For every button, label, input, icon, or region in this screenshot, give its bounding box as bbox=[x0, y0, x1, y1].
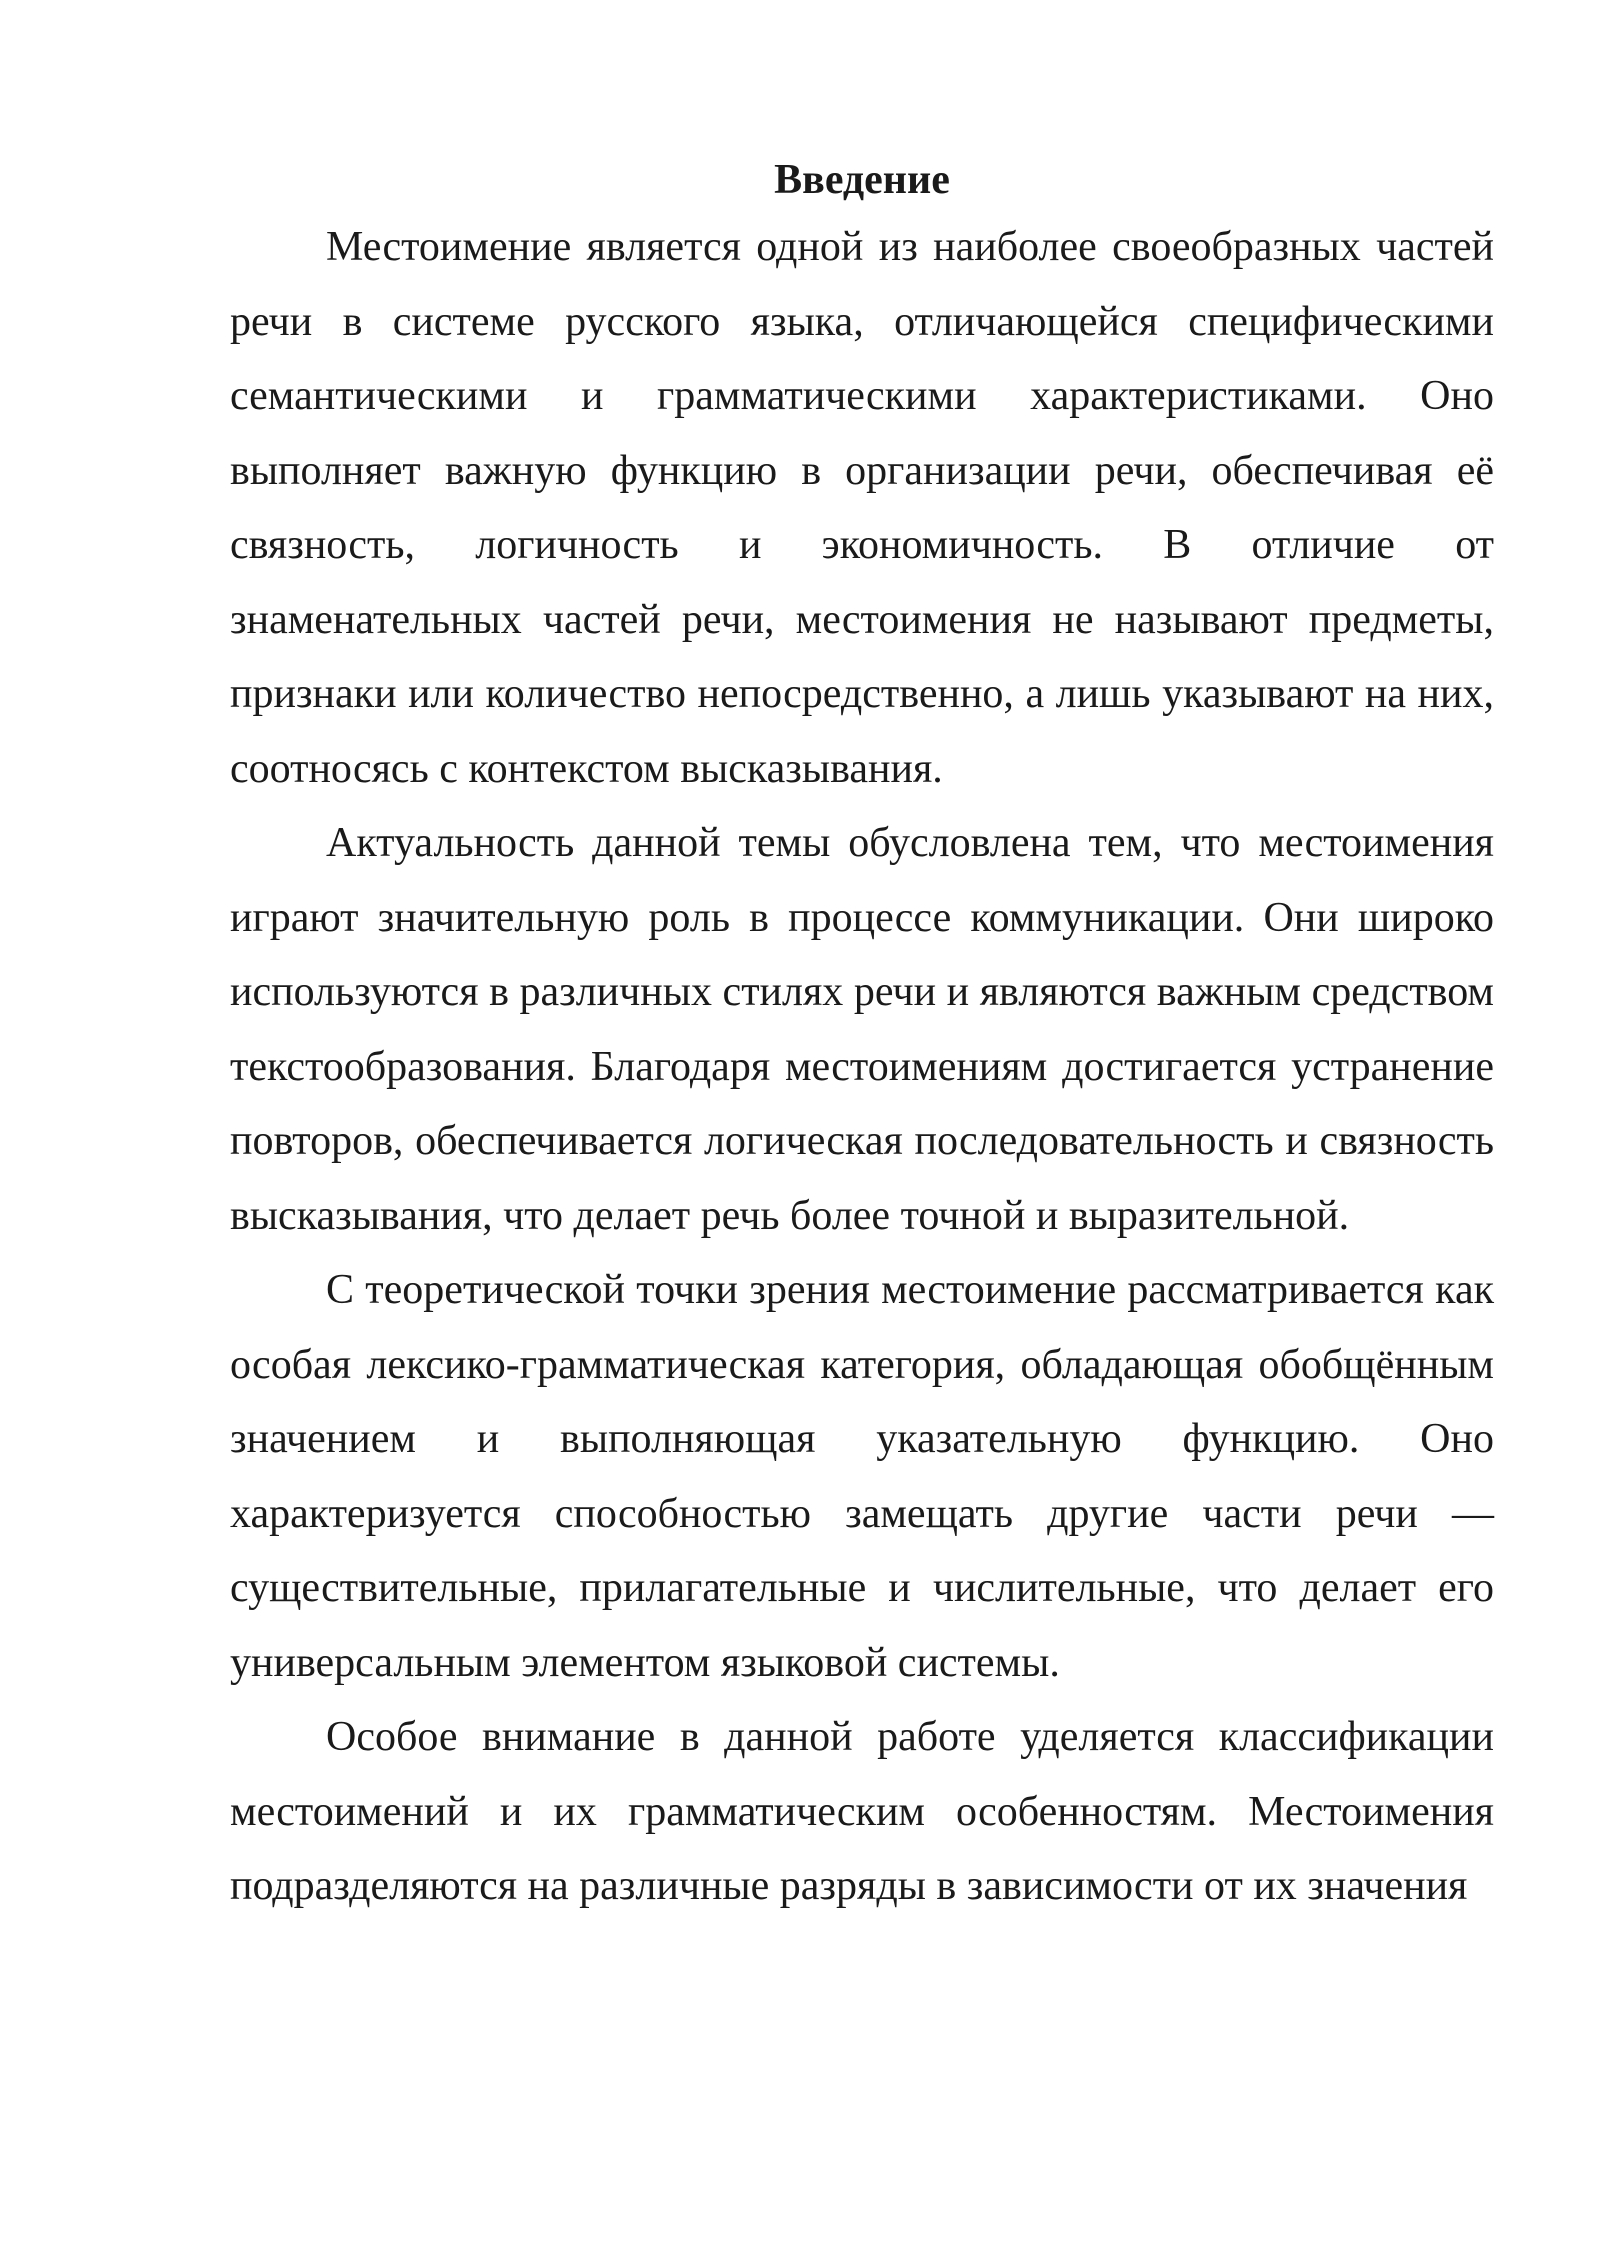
document-body bbox=[230, 150, 1494, 1924]
page-title: Введение bbox=[774, 157, 950, 203]
paragraph-3: С теоретической точки зрения местоимение рассматривается как особая лексико-грамматическая категория, обладающая обобщённым значением и выполняющая указательную функцию. Оно характеризуется способностью замещать другие части речи — существительные, прилагательные и числительные, что делает его универсальным элементом языковой системы. bbox=[230, 1267, 1494, 1686]
paragraph-1: Местоимение является одной из наиболее своеобразных частей речи в системе русского языка, отличающейся специфическими семантическими и грамматическими характеристиками. Оно выполняет важную функцию в организации речи, обеспечивая её связность, логичность и экономичность. В отличие от знаменательных частей речи, местоимения не называют предметы, признаки или количество непосредственно, а лишь указывают на них, соотносясь с контекстом высказывания. bbox=[230, 224, 1494, 792]
paragraph-2: Актуальность данной темы обусловлена тем, что местоимения играют значительную роль в процессе коммуникации. Они широко используются в различных стилях речи и являются важным средством текстообразования. Благодаря местоимениям достигается устранение повторов, обеспечивается логическая последовательность и связность высказывания, что делает речь более точной и выразительной. bbox=[230, 820, 1494, 1239]
paragraph-4: Особое внимание в данной работе уделяется классификации местоимений и их грамматическим особенностям. Местоимения подразделяются на различные разряды в зависимости от их значения bbox=[230, 1714, 1494, 1909]
